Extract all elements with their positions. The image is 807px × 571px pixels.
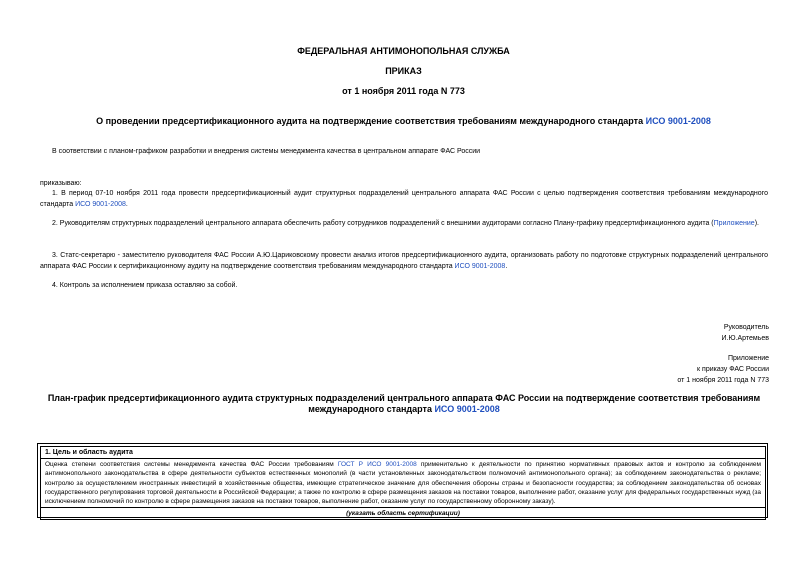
certification-scope-note: (указать область сертификации): [41, 508, 766, 520]
order-date-number: от 1 ноября 2011 года N 773: [342, 86, 465, 96]
paragraph-2: [40, 218, 768, 229]
paragraph-3-end: .: [505, 263, 508, 270]
iso-link-p3[interactable]: ИСО 9001-2008: [454, 263, 506, 270]
paragraph-3-text: 3. Статс-секретарю - заместителю руководителя ФАС России А.Ю.Цариковскому провести анализ итогов предсертификационного аудита, организовать работу по подготовке структурных подразделений центрального аппарата ФАС России к сертификационному аудиту на подтверждение соответствия требованиям международного стандарта: [40, 252, 768, 270]
appendix-link[interactable]: Приложение: [713, 220, 755, 227]
iso-link-p1[interactable]: ИСО 9001-2008: [75, 201, 126, 208]
agency-title: ФЕДЕРАЛЬНАЯ АНТИМОНОПОЛЬНАЯ СЛУЖБА: [297, 46, 510, 56]
audit-scope-cell: [41, 459, 766, 508]
appendix-label: Приложение: [727, 355, 769, 362]
audit-scope-text: применительно к деятельности по принятию нормативных правовых актов и контролю за соблюдением антимонопольного законодательства в сфере деятельности субъектов естественных монополий (в части установленных законодательством полномочий антимонопольного органа); за соблюдением законодательства о рекламе; контролю за осуществлением иностранных инвестиций в хозяйственные общества, имеющие стратегическое значение для обеспечения обороны страны и безопасности государства; за соблюдением законодательства об основах государственного регулирования торговой деятельности в Российской Федерации; а также по контролю в сфере размещения заказов на поставки товаров, выполнение работ, оказание услуг для федеральных государственных нужд (за исключением полномочий по контролю в сфере размещения заказов на поставки товаров, выполнение работ, оказание услуг по государственному оборонному заказу).: [45, 461, 762, 506]
paragraph-4: 4. Контроль за исполнением приказа оставляю за собой.: [52, 282, 238, 289]
doc-type: ПРИКАЗ: [385, 66, 422, 76]
table-row: [41, 447, 766, 459]
order-title-text: О проведении предсертификационного аудита на подтверждение соответствия требованиям международного стандарта: [96, 116, 646, 126]
section-header: 1. Цель и область аудита: [41, 447, 766, 459]
plan-title-text: План-график предсертификационного аудита структурных подразделений центрального аппарата ФАС России на подтверждение соответствия требованиям международного стандарта: [47, 393, 761, 414]
signature-name: И.Ю.Артемьев: [721, 335, 769, 342]
plan-title: [40, 393, 768, 415]
iso-standard-link[interactable]: ИСО 9001-2008: [645, 116, 711, 126]
paragraph-1: [40, 188, 768, 210]
paragraph-3: [40, 250, 768, 272]
iso-link-plan[interactable]: ИСО 9001-2008: [434, 404, 500, 414]
appendix-date-number: от 1 ноября 2011 года N 773: [677, 377, 769, 384]
table-row: [41, 459, 766, 508]
table-row: [41, 508, 766, 520]
prikaz-word: приказываю:: [40, 180, 82, 187]
paragraph-1-text: 1. В период 07-10 ноября 2011 года провести предсертификационный аудит структурных подразделений центрального аппарата ФАС России с целью подтверждения соответствия требованиям международного стандарта: [40, 190, 768, 208]
plan-table: [40, 446, 766, 520]
paragraph-2-end: ).: [754, 220, 759, 227]
order-title: [0, 116, 807, 126]
audit-scope-prefix: Оценка степени соответствия системы менеджмента качества ФАС России требованиям: [45, 461, 338, 469]
paragraph-2-text: 2. Руководителям структурных подразделений центрального аппарата обеспечить работу сотрудников подразделений с внешними аудиторами согласно Плану-графику предсертификационного аудита (: [52, 220, 714, 227]
intro-paragraph: В соответствии с планом-графиком разработки и внедрения системы менеджмента качества в центральном аппарате ФАС России: [52, 148, 481, 155]
paragraph-1-end: .: [125, 201, 128, 208]
signature-position: Руководитель: [723, 324, 769, 331]
appendix-order-ref: к приказу ФАС России: [697, 366, 769, 373]
gost-link[interactable]: ГОСТ Р ИСО 9001-2008: [337, 461, 417, 469]
